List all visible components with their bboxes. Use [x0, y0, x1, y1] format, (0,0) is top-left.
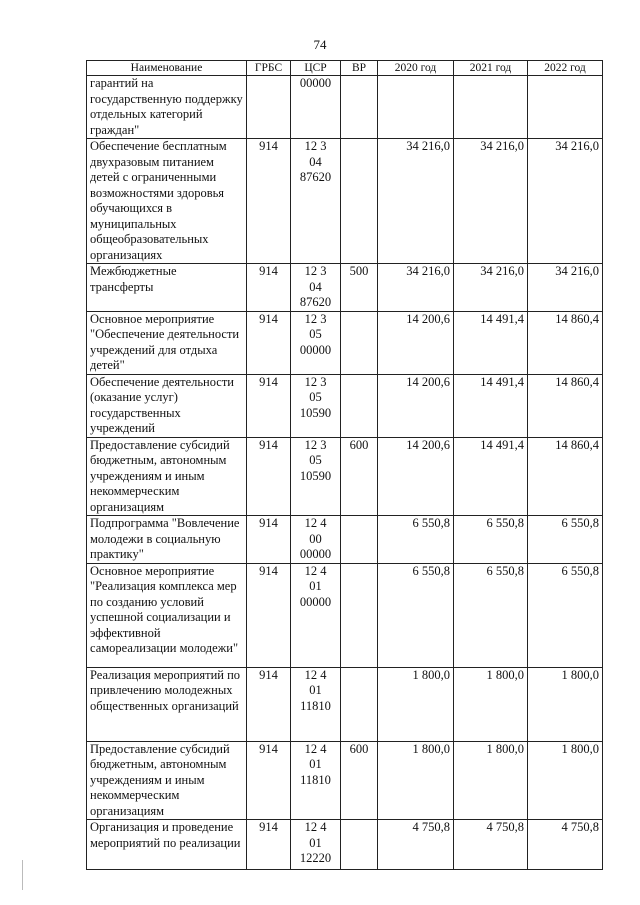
row-grbs-cell: 914: [247, 139, 291, 264]
row-grbs-cell: 914: [247, 667, 291, 741]
row-2022-value: 4 750,8: [528, 820, 603, 870]
table-row: [87, 311, 603, 374]
csr-code-part: 12 4: [304, 516, 327, 530]
csr-code-part: 00000: [299, 594, 332, 609]
table-row: [87, 437, 603, 516]
csr-code-part: 12 4: [304, 563, 327, 578]
row-name-cell: Основное мероприятие "Обеспечение деятельности учреждений для отдыха детей": [87, 311, 247, 374]
row-2022-value: 34 216,0: [528, 139, 603, 264]
row-vr-cell: [341, 516, 378, 564]
row-grbs-cell: 914: [247, 311, 291, 374]
csr-code-part: 01: [309, 757, 322, 771]
budget-table: [86, 60, 603, 870]
csr-code-part: 04: [309, 154, 322, 169]
csr-code-part: 12 3: [304, 311, 327, 326]
row-2020-value: 6 550,8: [378, 563, 454, 667]
csr-code-part: 87620: [299, 170, 332, 184]
row-vr-cell: 500: [341, 264, 378, 312]
csr-code-part: 11810: [300, 698, 331, 713]
row-vr-cell: 600: [341, 437, 378, 516]
row-vr-cell: 600: [341, 741, 378, 820]
table-body: [87, 76, 603, 870]
row-2021-value: 14 491,4: [454, 374, 528, 437]
column-header-2021: 2021 год: [454, 61, 528, 76]
csr-code-part: 12 4: [304, 820, 327, 834]
row-2020-value: 1 800,0: [378, 667, 454, 741]
table-row: [87, 667, 603, 741]
row-name-cell: Реализация мероприятий по привлечению молодежных общественных организаций: [87, 667, 247, 741]
row-name-cell: Подпрограмма "Вовлечение молодежи в социальную практику": [87, 516, 247, 564]
csr-code-part: 05: [309, 327, 322, 341]
row-2021-value: 34 216,0: [454, 264, 528, 312]
csr-code-part: 12 3: [304, 139, 327, 153]
row-vr-cell: [341, 667, 378, 741]
row-vr-cell: [341, 139, 378, 264]
row-name-cell: Предоставление субсидий бюджетным, автономным учреждениям и иным некоммерческим организациям: [87, 741, 247, 820]
row-2021-value: 6 550,8: [454, 563, 528, 667]
row-2021-value: 6 550,8: [454, 516, 528, 564]
row-2020-value: 14 200,6: [378, 437, 454, 516]
row-2020-value: 34 216,0: [378, 264, 454, 312]
row-name-cell: Обеспечение бесплатным двухразовым питанием детей с ограниченными возможностями здоровья обучающихся в муниципальных общеобразовательных организациях: [87, 139, 247, 264]
csr-code-part: 12 3: [304, 374, 327, 389]
row-2022-value: 14 860,4: [528, 437, 603, 516]
row-2021-value: [454, 76, 528, 139]
row-2021-value: 4 750,8: [454, 820, 528, 870]
row-csr-cell: [291, 667, 341, 741]
csr-code-part: 01: [309, 579, 322, 593]
row-grbs-cell: [247, 76, 291, 139]
row-csr-cell: [291, 741, 341, 820]
row-grbs-cell: 914: [247, 820, 291, 870]
row-2020-value: [378, 76, 454, 139]
row-2022-value: 1 800,0: [528, 667, 603, 741]
csr-code-part: 05: [309, 390, 322, 404]
row-name-cell: Межбюджетные трансферты: [87, 264, 247, 312]
row-grbs-cell: 914: [247, 741, 291, 820]
column-header-csr: ЦСР: [291, 61, 341, 76]
csr-code-part: 01: [309, 835, 322, 850]
csr-code-part: 04: [309, 279, 322, 294]
column-header-name: Наименование: [87, 61, 247, 76]
csr-code-part: 00000: [299, 76, 332, 90]
row-csr-cell: [291, 516, 341, 564]
column-header-vr: ВР: [341, 61, 378, 76]
row-grbs-cell: 914: [247, 264, 291, 312]
table-row: [87, 820, 603, 870]
csr-code-part: 12 3: [304, 264, 327, 278]
row-2022-value: 6 550,8: [528, 563, 603, 667]
row-csr-cell: [291, 264, 341, 312]
row-2021-value: 34 216,0: [454, 139, 528, 264]
row-2022-value: 6 550,8: [528, 516, 603, 564]
row-2022-value: 14 860,4: [528, 311, 603, 374]
csr-code-part: 11810: [300, 772, 331, 787]
csr-code-part: 12 4: [304, 667, 327, 682]
csr-code-part: 12 4: [304, 741, 327, 756]
csr-code-part: 05: [309, 453, 322, 467]
row-2021-value: 1 800,0: [454, 667, 528, 741]
table-row: [87, 563, 603, 667]
row-2022-value: 14 860,4: [528, 374, 603, 437]
row-2021-value: 14 491,4: [454, 437, 528, 516]
row-vr-cell: [341, 311, 378, 374]
row-vr-cell: [341, 374, 378, 437]
row-vr-cell: [341, 820, 378, 870]
row-grbs-cell: 914: [247, 563, 291, 667]
column-header-2022: 2022 год: [528, 61, 603, 76]
page-number: 74: [313, 37, 327, 52]
row-grbs-cell: 914: [247, 516, 291, 564]
table-header-row: [87, 61, 603, 76]
row-2020-value: 14 200,6: [378, 374, 454, 437]
scan-edge-mark: [22, 860, 23, 890]
row-name-cell: Основное мероприятие "Реализация комплекса мер по созданию условий успешной социализации и эффективной самореализации молодежи": [87, 563, 247, 667]
row-2020-value: 34 216,0: [378, 139, 454, 264]
csr-code-part: 10590: [299, 405, 332, 420]
row-csr-cell: [291, 374, 341, 437]
row-2020-value: 14 200,6: [378, 311, 454, 374]
row-2022-value: 34 216,0: [528, 264, 603, 312]
row-2020-value: 4 750,8: [378, 820, 454, 870]
table-row: [87, 139, 603, 264]
row-csr-cell: [291, 311, 341, 374]
row-2021-value: 14 491,4: [454, 311, 528, 374]
row-csr-cell: [291, 820, 341, 870]
table-row: [87, 76, 603, 139]
csr-code-part: 10590: [299, 468, 332, 483]
csr-code-part: 12220: [299, 851, 332, 865]
row-csr-cell: [291, 139, 341, 264]
row-2020-value: 6 550,8: [378, 516, 454, 564]
row-name-cell: Организация и проведение мероприятий по реализации: [87, 820, 247, 870]
row-2020-value: 1 800,0: [378, 741, 454, 820]
row-name-cell: Обеспечение деятельности (оказание услуг) государственных учреждений: [87, 374, 247, 437]
csr-code-part: 00000: [299, 342, 332, 357]
row-name-cell: Предоставление субсидий бюджетным, автономным учреждениям и иным некоммерческим организациям: [87, 437, 247, 516]
row-2021-value: 1 800,0: [454, 741, 528, 820]
row-csr-cell: [291, 437, 341, 516]
table-row: [87, 516, 603, 564]
row-name-cell: гарантий на государственную поддержку отдельных категорий граждан": [87, 76, 247, 139]
row-2022-value: [528, 76, 603, 139]
csr-code-part: 01: [309, 683, 322, 697]
table-row: [87, 374, 603, 437]
table-row: [87, 741, 603, 820]
column-header-grbs: ГРБС: [247, 61, 291, 76]
table-row: [87, 264, 603, 312]
row-csr-cell: [291, 76, 341, 139]
row-grbs-cell: 914: [247, 374, 291, 437]
row-grbs-cell: 914: [247, 437, 291, 516]
row-vr-cell: [341, 563, 378, 667]
csr-code-part: 12 3: [304, 437, 327, 452]
column-header-2020: 2020 год: [378, 61, 454, 76]
row-csr-cell: [291, 563, 341, 667]
row-2022-value: 1 800,0: [528, 741, 603, 820]
csr-code-part: 87620: [299, 295, 332, 309]
row-vr-cell: [341, 76, 378, 139]
csr-code-part: 00: [309, 531, 322, 546]
csr-code-part: 00000: [299, 547, 332, 561]
